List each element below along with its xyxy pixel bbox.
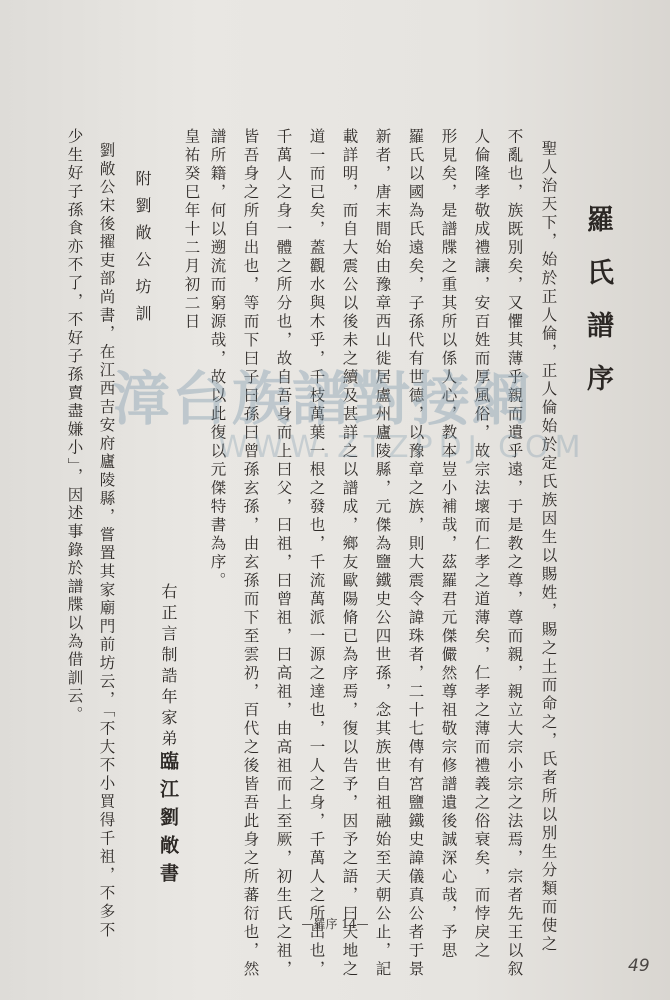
appendix-column-2: 少生好子孫食亦不了，不好子孫賣盡嫌小」，因述事錄於譜牒以為借訓云。 [65,128,84,725]
signature-line [155,583,182,891]
body-column-5: 羅氏以國為氏遠矣，子孫代有世德，以豫章之族，則大震令諱珠者，二十七傳有宮鹽鐵史諱儀真公者于景 [406,128,425,979]
body-column-3: 人倫隆孝敬成禮讓，安百姓而厚風俗，故宗法壞而仁孝之道薄矣，仁孝之薄而禮義之俗衰矣，而悖戾之 [472,128,491,961]
body-column-7: 載詳明，而自大震公以後未之續及甚詳之以譜成，鄉友歐陽脩已為序焉，復以告予，因予之語，曰天地之 [340,128,359,979]
body-column-11: 譜所籍，何以遡流而窮源哉，故以此復以元傑特書為序。 [208,128,227,591]
body-column-4: 形見矣，是譜牒之重其所以係人心，教本豈小補哉，茲羅君元傑儼然尊祖敬宗修譜遺後誠深心哉，予思 [439,128,458,961]
page-footer: —羅序 14— [301,917,369,931]
signature-name: 臨江劉敞書 [157,751,179,891]
body-column-1: 聖人治天下，始於正人倫，正人倫始於定氏族因生以賜姓，賜之土而命之，氏者所以別生分類而使之 [539,140,558,954]
body-column-9: 千萬人之身一體之所分也，故自吾身而上曰父，曰祖，曰曾祖，曰高祖，由高祖而上至厥，初生氏之祖， [274,128,293,979]
body-column-2: 不亂也，族既別矣，又懼其薄乎親而遺乎遠，于是教之尊，尊而親，親立大宗小宗之法焉，宗者先王以叙 [505,128,524,979]
body-column-10: 皆吾身之所自出也，等而下曰子曰孫曰曾孫玄孫，由玄孫而下至雲礽，百代之後皆吾此身之所蕃衍也，然 [241,128,260,979]
appendix-column-1: 劉敞公宋後擢吏部尚書，在江西吉安府廬陵縣，嘗置其家廟門前坊云，「不大不小買得千祖，不多不 [97,142,116,940]
watermark-url: WWW.ZTZPDJ.COM [218,430,587,465]
watermark-text: 漳台族譜對接網 [112,365,533,433]
date-line: 皇祐癸巳年十二月初二日 [182,128,201,332]
document-title: 羅氏譜序 [582,205,613,417]
body-column-6: 新者，唐末間始由豫章西山徙居盧州廬陵縣，元傑為鹽鐵史公四世孫，念其族世自祖融始至天朝公止，記 [373,128,392,979]
handwritten-page-number: 49 [628,956,650,976]
signature-prefix: 右正言制誥年家弟 [159,583,178,751]
body-column-8: 道一而已矣，蓋觀水與木乎，千枝萬葉一根之發也，千流萬派一源之達也，一人之身，千萬人之所出也， [307,128,326,979]
appendix-title: 附劉敞公坊訓 [133,170,152,332]
